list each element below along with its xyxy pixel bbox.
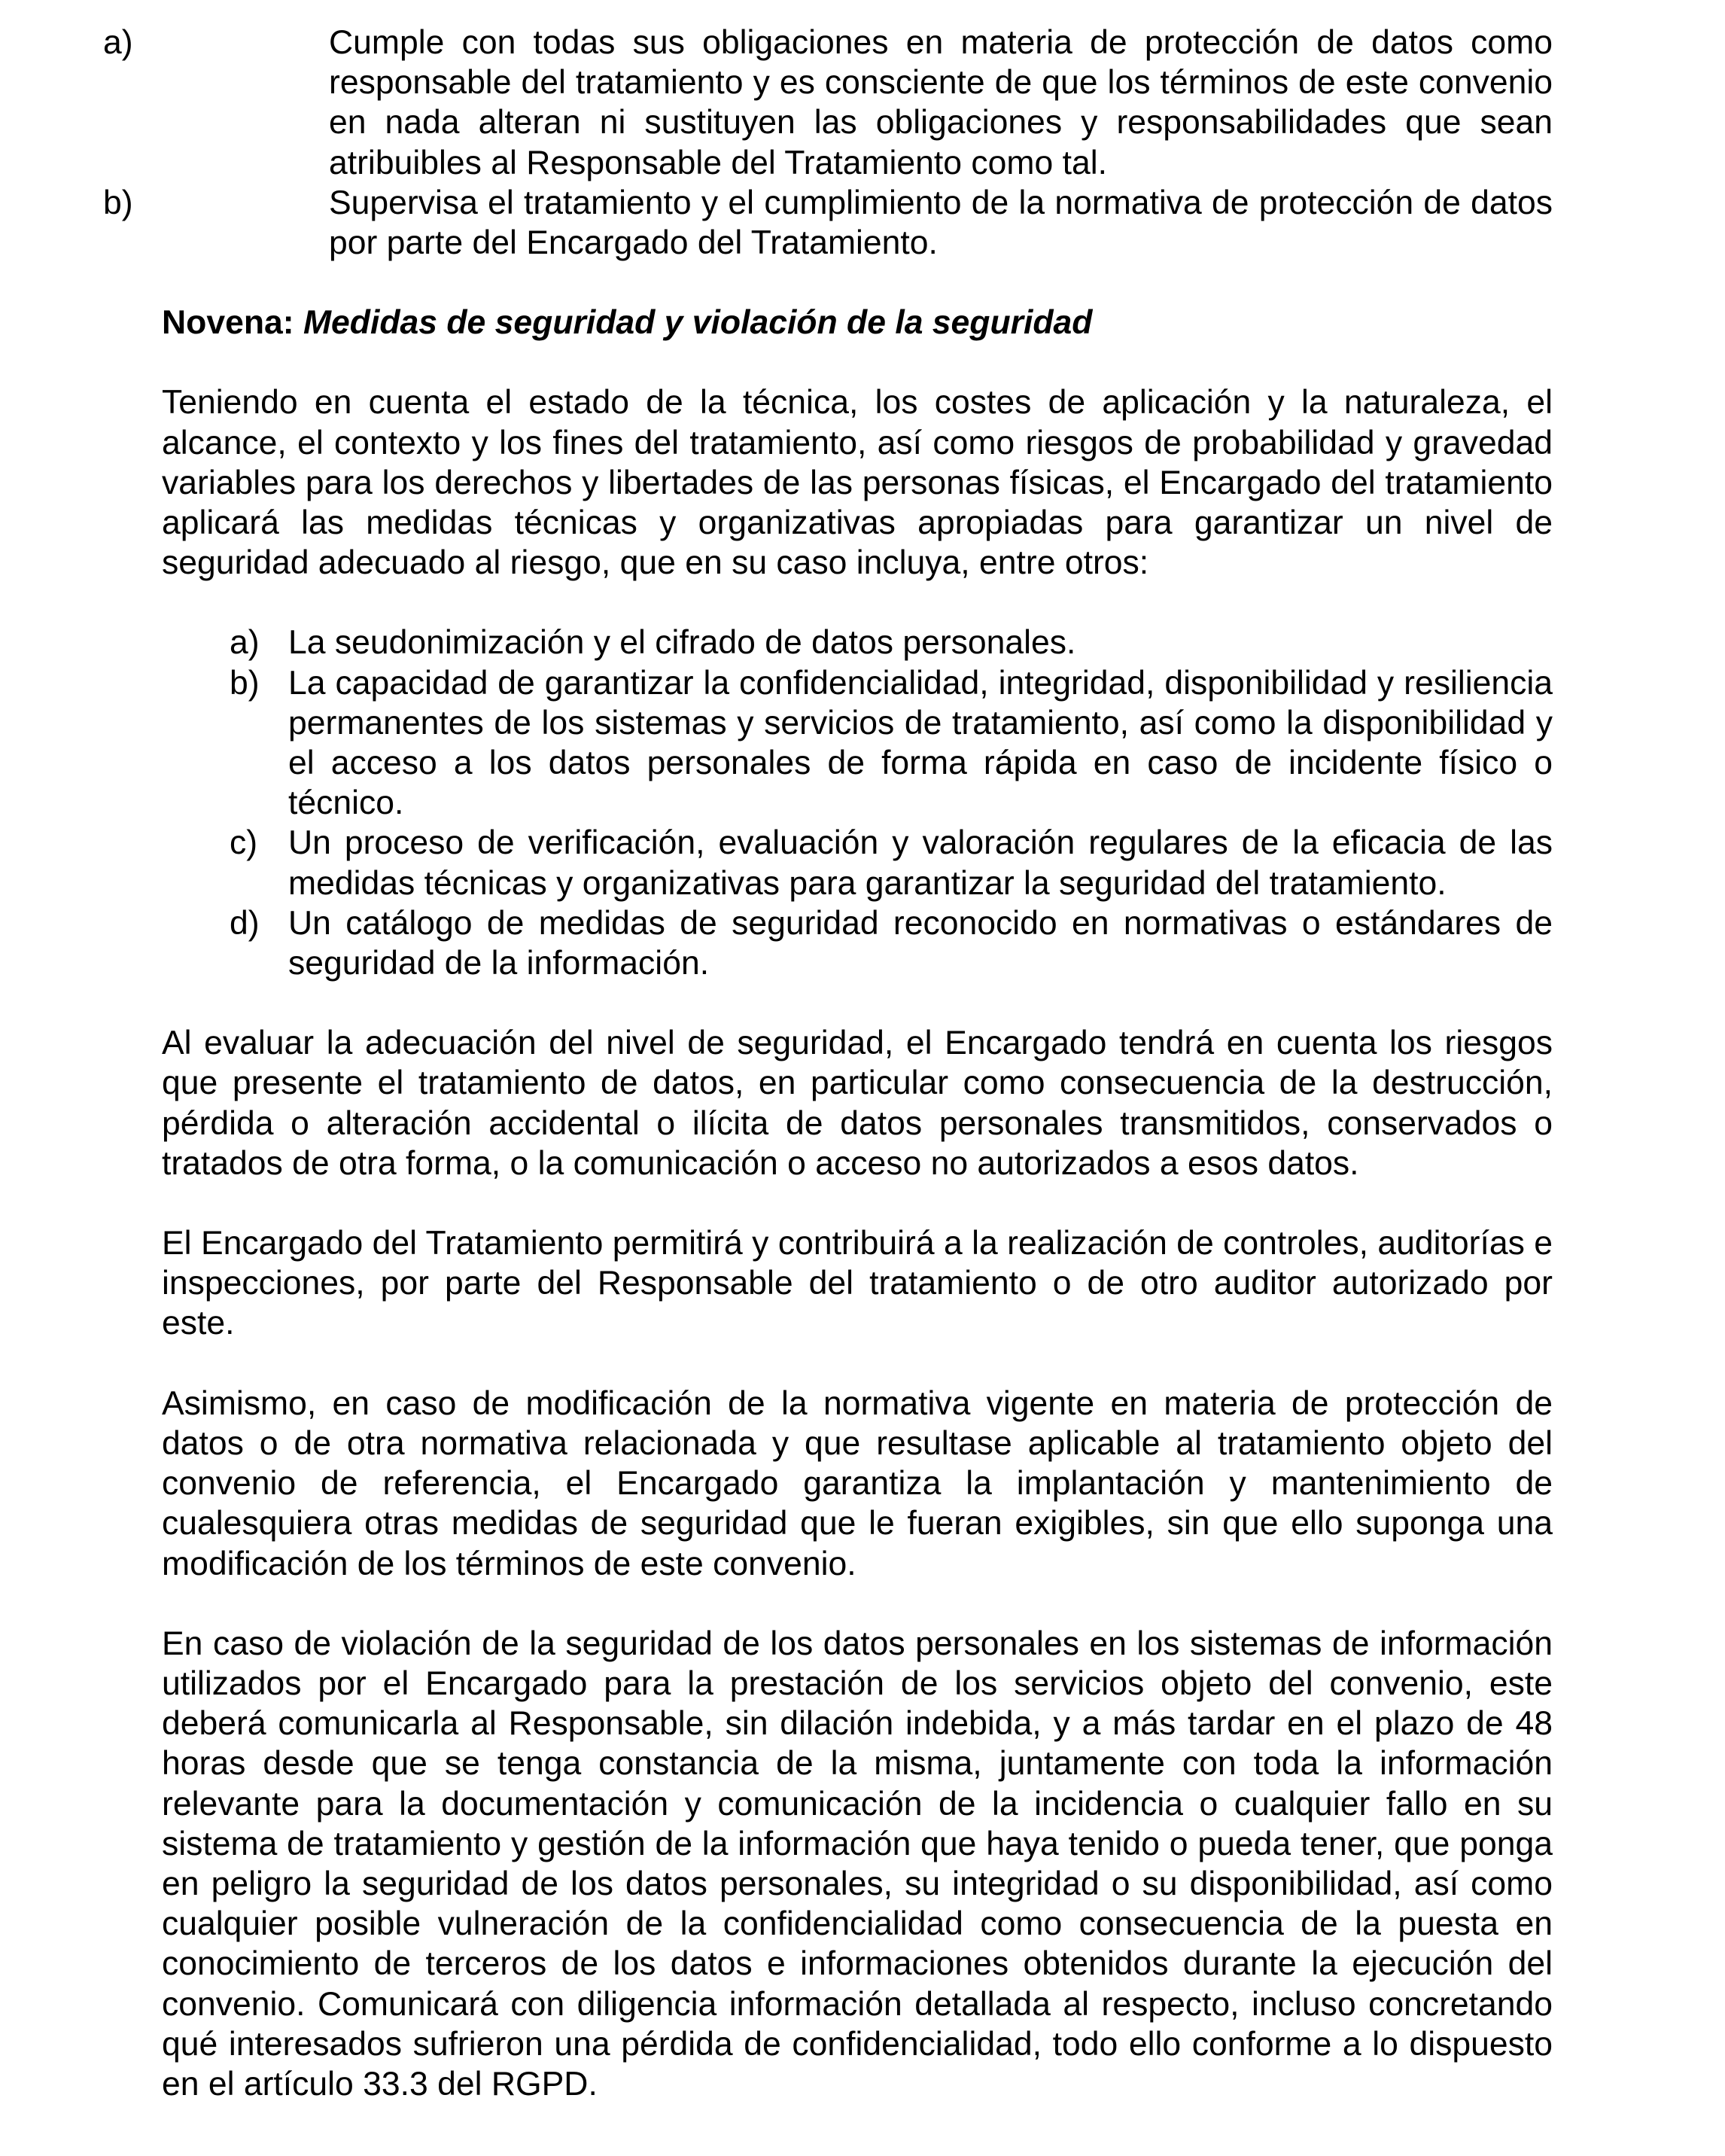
list-marker: c): [230, 824, 258, 862]
list-item: [162, 823, 1553, 903]
list-marker: a): [103, 24, 133, 61]
paragraph-technical-measures: Teniendo en cuenta el estado de la técnica, los costes de aplicación y la naturaleza, el alcance, el contexto y los fines del tratamiento, así como riesgos de probabilidad y gravedad variables para los derechos y libertades de las personas físicas, el Encargado del tratamiento aplicará las medidas técnicas y organizativas apropiadas para garantizar un nivel de seguridad adecuado al riesgo, que en su caso incluya, entre otros:: [162, 384, 1553, 582]
paragraph-risk-evaluation: Al evaluar la adecuación del nivel de seguridad, el Encargado tendrá en cuenta los riesgos que presente el tratamiento de datos, en particular como consecuencia de la destrucción, pérdida o alteración accidental o ilícita de datos personales transmitidos, conservados o tratados de otra forma, o la comunicación o acceso no autorizados a esos datos.: [162, 1025, 1553, 1182]
list-item-text: Un proceso de verificación, evaluación y valoración regulares de la eficacia de las medidas técnicas y organizativas para garantizar la seguridad del tratamiento.: [288, 824, 1553, 902]
list-item-text: La capacidad de garantizar la confidencialidad, integridad, disponibilidad y resiliencia permanentes de los sistemas y servicios de tratamiento, así como la disponibilidad y el acceso a los datos personales de forma rápida en caso de incidente físico o técnico.: [288, 664, 1553, 822]
list-marker: b): [103, 184, 133, 221]
paragraph-security-breach: En caso de violación de la seguridad de los datos personales en los sistemas de información utilizados por el Encargado para la prestación de los servicios objeto del convenio, este deberá comunicarla al Responsable, sin dilación indebida, y a más tardar en el plazo de 48 horas desde que se tenga constancia de la misma, juntamente con toda la información relevante para la documentación y comunicación de la incidencia o cualquier fallo en su sistema de tratamiento y gestión de la información que haya tenido o pueda tener, que ponga en peligro la seguridad de los datos personales, su integridad o su disponibilidad, así como cualquier posible vulneración de la confidencialidad como consecuencia de la puesta en conocimiento de terceros de los datos e informaciones obtenidos durante la ejecución del convenio. Comunicará con diligencia información detallada al respecto, incluso concretando qué interesados sufrieron una pérdida de confidencialidad, todo ello conforme a lo dispuesto en el artículo 33.3 del RGPD.: [162, 1625, 1553, 2103]
section-title: Medidas de seguridad y violación de la seguridad: [303, 304, 1093, 342]
document-page: [103, 23, 1553, 2104]
list-item-text: Cumple con todas sus obligaciones en materia de protección de datos como responsable del tratamiento y es consciente de que los términos de este convenio en nada alteran ni sustituyen las obligaciones y responsabilidades que sean atribuibles al Responsable del Tratamiento como tal.: [329, 24, 1553, 181]
list-item-text: Un catálogo de medidas de seguridad reconocido en normativas o estándares de seguridad de la información.: [288, 904, 1553, 982]
list-marker: d): [230, 904, 260, 942]
paragraph-audits: El Encargado del Tratamiento permitirá y contribuirá a la realización de controles, auditorías e inspecciones, por parte del Responsable del tratamiento o de otro auditor autorizado por este.: [162, 1225, 1553, 1342]
list-item-text: Supervisa el tratamiento y el cumplimiento de la normativa de protección de datos por parte del Encargado del Tratamiento.: [329, 184, 1553, 262]
list-marker: a): [230, 624, 260, 662]
obligations-list: [103, 23, 1553, 263]
list-item: [103, 183, 1553, 263]
list-item: [162, 623, 1553, 662]
section-heading: [162, 303, 1553, 343]
list-item: [162, 903, 1553, 983]
list-item-text: La seudonimización y el cifrado de datos personales.: [288, 624, 1076, 662]
paragraph-regulation-changes: Asimismo, en caso de modificación de la normativa vigente en materia de protección de datos o de otra normativa relacionada y que resultase aplicable al tratamiento objeto del convenio de referencia, el Encargado garantiza la implantación y mantenimiento de cualesquiera otras medidas de seguridad que le fueran exigibles, sin que ello suponga una modificación de los términos de este convenio.: [162, 1384, 1553, 1582]
list-item: [103, 23, 1553, 183]
security-measures-list: [162, 623, 1553, 983]
list-marker: b): [230, 664, 260, 702]
list-item: [162, 663, 1553, 824]
section-label: Novena:: [162, 304, 294, 342]
